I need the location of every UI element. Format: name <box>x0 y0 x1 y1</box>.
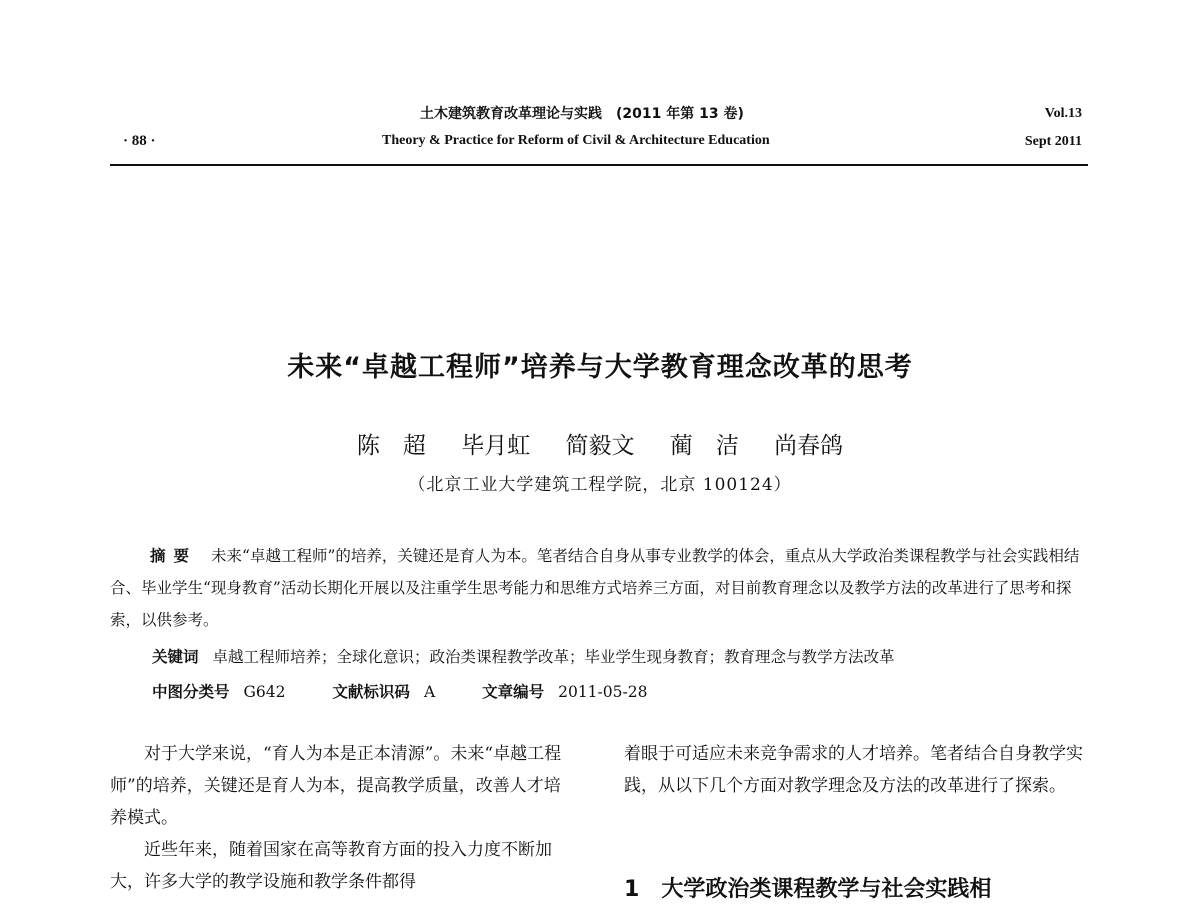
body-column-right <box>624 738 1086 802</box>
keywords-label: 关键词 <box>152 648 199 666</box>
author-name: 蔺 洁 <box>669 433 739 459</box>
paragraph: 近些年来，随着国家在高等教育方面的投入力度不断加大，许多大学的教学设施和教学条件都得 <box>110 840 552 892</box>
author-name: 陈 超 <box>356 433 426 459</box>
section-title: 大学政治类课程教学与社会实践相 <box>661 877 992 902</box>
paragraph: 对于大学来说，“育人为本是正本清源”。未来“卓越工程师”的培养，关键还是育人为本，提高教学质量，改善人才培养模式。 <box>110 744 562 828</box>
classification-line <box>152 680 647 702</box>
header-rule <box>110 164 1088 166</box>
author-name: 毕月虹 <box>461 433 531 459</box>
clc-label: 中图分类号 <box>152 683 230 701</box>
journal-title-cn: 土木建筑教育改革理论与实践 (2011 年第 13 卷) <box>420 106 744 122</box>
body-column-left <box>110 738 572 898</box>
article-number-label: 文章编号 <box>482 683 545 701</box>
doc-code-value: A <box>423 683 436 701</box>
volume-label: Vol.13 <box>1044 106 1082 121</box>
paragraph: 着眼于可适应未来竞争需求的人才培养。笔者结合自身教学实践，从以下几个方面对教学理念及方法的改革进行了探索。 <box>624 744 1083 796</box>
journal-title-en: Theory & Practice for Reform of Civil & Architecture Education <box>382 133 770 148</box>
issue-date: Sept 2011 <box>1024 134 1082 149</box>
doc-code-label: 文献标识码 <box>332 683 410 701</box>
author-affiliation: （北京工业大学建筑工程学院，北京 100124） <box>408 475 792 495</box>
author-list <box>0 427 1200 460</box>
author-name: 简毅文 <box>565 433 635 459</box>
abstract-text: 未来“卓越工程师”的培养，关键还是育人为本。笔者结合自身从事专业教学的体会，重点从大学政治类课程教学与社会实践相结合、毕业学生“现身教育”活动长期化开展以及注重学生思考能力和思维方式培养三方面，对目前教育理念以及教学方法的改革进行了思考和探索，以供参考。 <box>110 547 1080 629</box>
section-heading <box>624 872 991 903</box>
article-title: 未来“卓越工程师”培养与大学教育理念改革的思考 <box>287 352 913 383</box>
clc-value: G642 <box>243 683 286 701</box>
keywords <box>152 645 1092 667</box>
abstract-label: 摘要 <box>150 547 198 565</box>
keywords-text: 卓越工程师培养；全球化意识；政治类课程教学改革；毕业学生现身教育；教育理念与教学方法改革 <box>212 648 895 666</box>
abstract <box>110 540 1088 636</box>
page-number: · 88 · <box>123 133 156 149</box>
section-number: 1 <box>624 877 640 902</box>
article-number-value: 2011-05-28 <box>558 683 648 701</box>
author-name: 尚春鸽 <box>774 433 844 459</box>
